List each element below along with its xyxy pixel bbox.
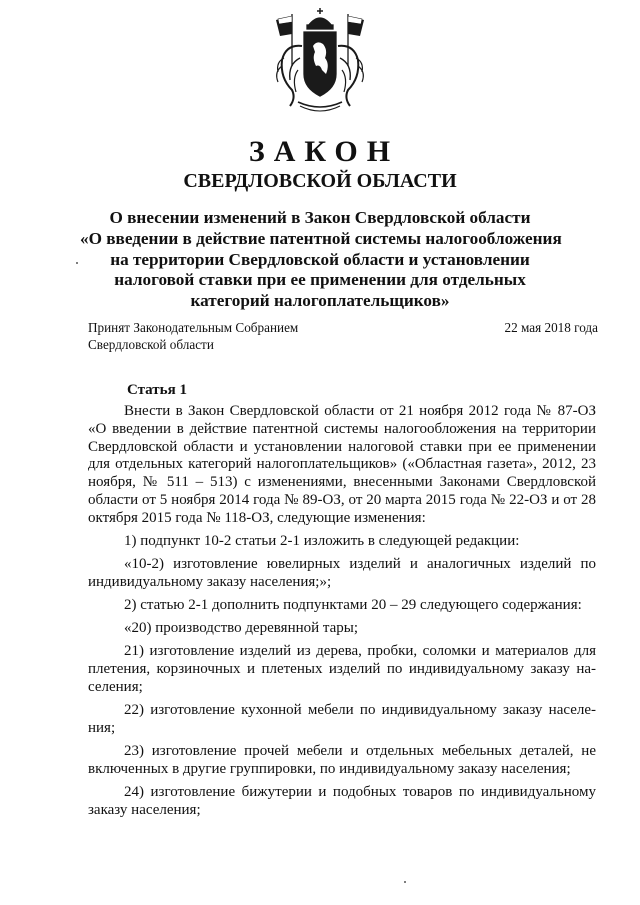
law-name-line: «О введении в действие патентной системы налогообложения [80,228,562,248]
adoption-line: Свердловской области [88,337,214,352]
paragraph: 23) изготовление прочей мебели и отдельных мебельных деталей, не включенных в другие группировки, по индивидуальному заказу населения; [88,742,596,777]
document-title: ЗАКОН [248,135,400,168]
scan-speck [76,262,78,264]
law-name-line: категорий налогоплательщиков» [190,291,450,311]
paragraph: «10-2) изготовление ювелирных изделий и аналогичных изделий по индивидуальному заказу населения;»; [88,555,596,590]
law-name [80,208,560,312]
article-body [88,403,596,825]
adoption-date: 22 мая 2018 года [504,320,598,335]
coat-of-arms-icon [270,6,370,118]
paragraph: «20) производство деревянной тары; [124,619,359,636]
scan-speck [404,881,406,883]
paragraph: 1) подпункт 10-2 статьи 2-1 изложить в следующей редакции: [124,532,520,549]
paragraph: 21) изготовление изделий из дерева, пробки, соломки и материалов для плетения, корзиночных и плетеных изделий по индивидуальному заказу на-селения; [88,643,596,695]
document-region: СВЕРДЛОВСКОЙ ОБЛАСТИ [183,170,457,192]
paragraph: 2) статью 2-1 дополнить подпунктами 20 – 29 следующего содержания: [124,596,582,613]
paragraph: 22) изготовление кухонной мебели по индивидуальному заказу населе-ния; [88,701,596,736]
paragraph: Внести в Закон Свердловской области от 21 ноября 2012 года № 87-ОЗ «О введении в действие патентной системы налогообложения на территории Свердловской области и установлении налоговой ставки при ее применении для отдельных категорий налогоплательщиков» («Областная газета», 2012, 23 ноября, № 511 – 513) с изменениями, внесенными Законами Свердловской области от 5 ноября 2014 года № 89-ОЗ, от 20 марта 2015 года № 22-ОЗ и от 28 октября 2015 года № 118-ОЗ, следующие изменения: [88,403,596,526]
law-name-line: на территории Свердловской области и установлении [110,249,530,269]
law-name-line: налоговой ставки при ее применении для отдельных [114,270,526,290]
adoption-info [88,319,298,353]
law-name-line: О внесении изменений в Закон Свердловской области [109,208,531,227]
article-heading: Статья 1 [127,382,187,398]
paragraph: 24) изготовление бижутерии и подобных товаров по индивидуальному заказу населения; [88,783,596,818]
adoption-line: Принят Законодательным Собранием [88,320,299,335]
